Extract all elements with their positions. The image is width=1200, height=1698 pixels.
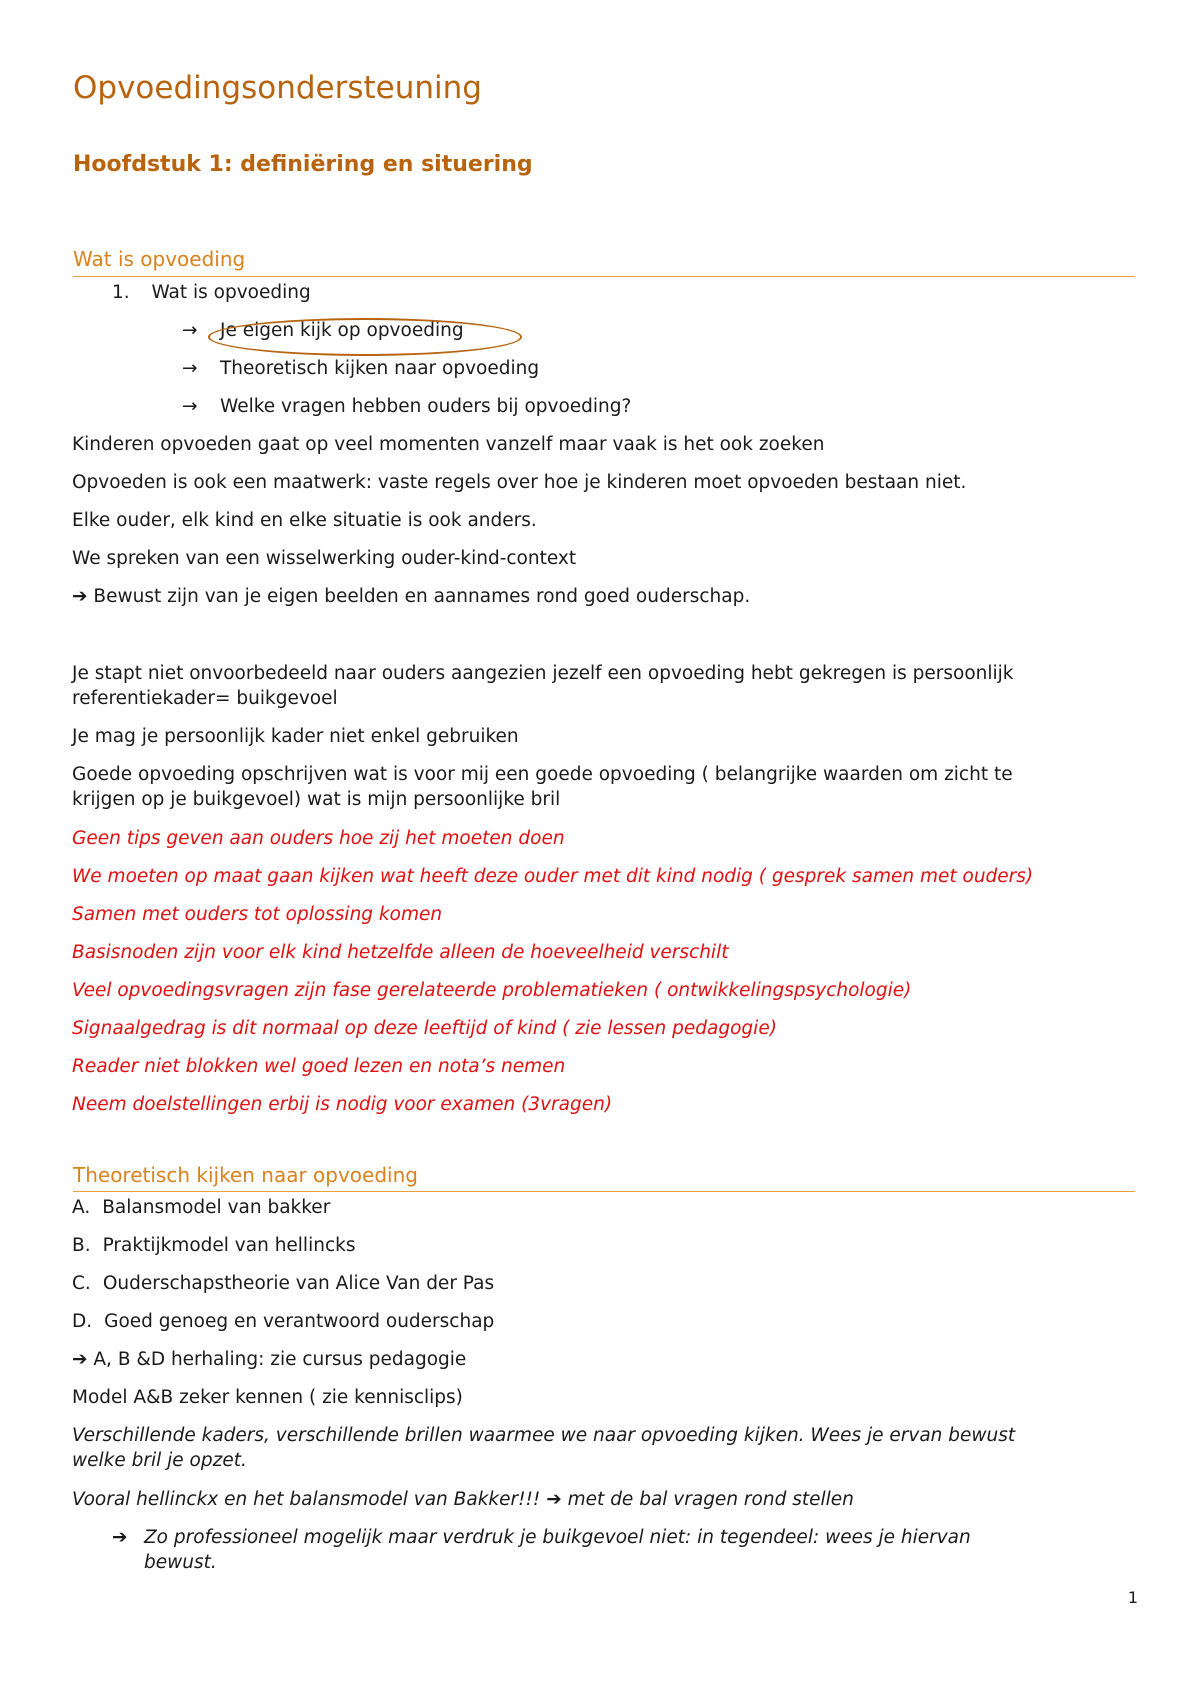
arrow-right-icon: → — [182, 320, 198, 341]
lettered-list-item: B. Praktijkmodel van hellincks — [72, 1235, 356, 1256]
lettered-list-item: A. Balansmodel van bakker — [72, 1197, 331, 1218]
sub-list-item: → Welke vragen hebben ouders bij opvoeding? — [182, 396, 632, 417]
paragraph-arrow-note: ➔ Bewust zijn van je eigen beelden en aannames rond goed ouderschap. — [72, 586, 751, 607]
paragraph-continuation: referentiekader= buikgevoel — [72, 688, 338, 709]
arrow-right-icon: → — [182, 396, 198, 417]
paragraph: Je mag je persoonlijk kader niet enkel gebruiken — [72, 726, 519, 747]
italic-arrow-note: ➔ Zo professioneel mogelijk maar verdruk je buikgevoel niet: in tegendeel: wees je hiervan — [112, 1527, 971, 1548]
paragraph: Kinderen opvoeden gaat op veel momenten vanzelf maar vaak is het ook zoeken — [72, 434, 825, 455]
red-note: Neem doelstellingen erbij is nodig voor examen (3vragen) — [72, 1094, 613, 1115]
lettered-list-item: C. Ouderschapstheorie van Alice Van der Pas — [72, 1273, 495, 1294]
arrow-right-icon: ➔ — [72, 1349, 88, 1370]
italic-note: Vooral hellinckx en het balansmodel van Bakker!!! ➔ met de bal vragen rond stellen — [72, 1489, 854, 1510]
arrow-right-icon: ➔ — [72, 586, 88, 607]
paragraph: We spreken van een wisselwerking ouder-kind-context — [72, 548, 577, 569]
sub-list-item: → Theoretisch kijken naar opvoeding — [182, 358, 540, 379]
numbered-list-item — [112, 282, 311, 303]
red-note: Basisnoden zijn voor elk kind hetzelfde alleen de hoeveelheid verschilt — [72, 942, 729, 963]
paragraph-continuation: krijgen op je buikgevoel) wat is mijn persoonlijke bril — [72, 789, 561, 810]
arrow-right-icon: → — [182, 358, 198, 379]
page-number: 1 — [1127, 1588, 1138, 1607]
section-rule — [73, 1191, 1135, 1192]
sub-list-item: → Je eigen kijk op opvoeding — [182, 320, 464, 341]
red-note: Reader niet blokken wel goed lezen en nota’s nemen — [72, 1056, 566, 1077]
paragraph: Je stapt niet onvoorbedeeld naar ouders aangezien jezelf een opvoeding hebt gekregen is persoonlijk — [72, 663, 1014, 684]
section-rule — [73, 276, 1135, 277]
red-note: We moeten op maat gaan kijken wat heeft deze ouder met dit kind nodig ( gesprek samen met ouders) — [72, 866, 1034, 887]
list-number: 1. — [112, 282, 130, 303]
red-note: Signaalgedrag is dit normaal op deze leeftijd of kind ( zie lessen pedagogie) — [72, 1018, 777, 1039]
paragraph: Opvoeden is ook een maatwerk: vaste regels over hoe je kinderen moet opvoeden bestaan niet. — [72, 472, 967, 493]
handdrawn-circle-annotation — [208, 318, 522, 356]
italic-note: Verschillende kaders, verschillende brillen waarmee we naar opvoeding kijken. Wees je ervan bewust — [72, 1425, 1016, 1446]
red-note: Veel opvoedingsvragen zijn fase gerelateerde problematieken ( ontwikkelingspsychologie) — [72, 980, 912, 1001]
document-title: Opvoedingsondersteuning — [73, 70, 482, 106]
lettered-list-item: D. Goed genoeg en verantwoord ouderschap — [72, 1311, 495, 1332]
arrow-right-icon: ➔ — [546, 1489, 562, 1510]
paragraph: Goede opvoeding opschrijven wat is voor mij een goede opvoeding ( belangrijke waarden om zicht te — [72, 764, 1013, 785]
red-note: Geen tips geven aan ouders hoe zij het moeten doen — [72, 828, 565, 849]
paragraph-arrow-note: ➔ A, B &D herhaling: zie cursus pedagogie — [72, 1349, 467, 1370]
paragraph: Model A&B zeker kennen ( zie kennisclips) — [72, 1387, 463, 1408]
section-heading-wat-is-opvoeding: Wat is opvoeding — [73, 247, 246, 271]
arrow-right-icon: ➔ — [112, 1527, 128, 1548]
list-item-text: Wat is opvoeding — [151, 282, 311, 303]
section-heading-theoretisch-kijken: Theoretisch kijken naar opvoeding — [73, 1163, 418, 1187]
paragraph: Elke ouder, elk kind en elke situatie is ook anders. — [72, 510, 537, 531]
chapter-heading: Hoofdstuk 1: definiëring en situering — [73, 152, 533, 177]
italic-note-continuation: welke bril je opzet. — [72, 1450, 247, 1471]
italic-note-continuation: bewust. — [144, 1552, 217, 1573]
red-note: Samen met ouders tot oplossing komen — [72, 904, 443, 925]
